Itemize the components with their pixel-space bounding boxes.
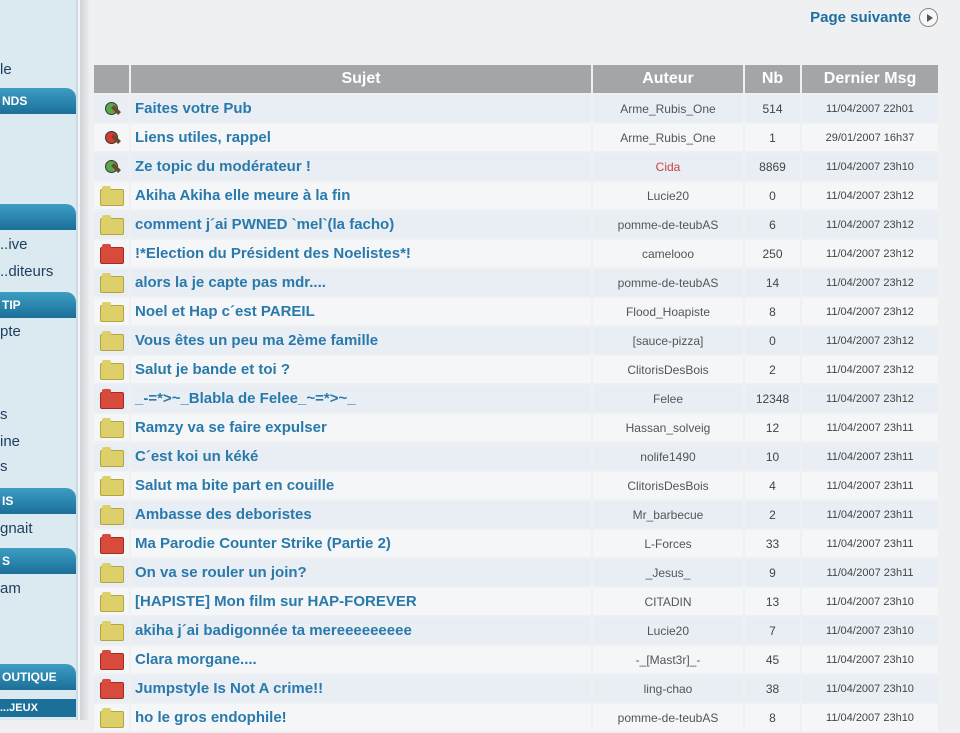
topic-author[interactable]: camelooo [593, 240, 743, 267]
sidebar-link[interactable]: ine [0, 433, 21, 450]
pinned-pin-icon [102, 157, 122, 177]
topic-message-count: 8 [745, 704, 800, 731]
topic-author[interactable]: L-Forces [593, 530, 743, 557]
table-row [94, 211, 938, 238]
topic-status-cell [94, 153, 129, 180]
sidebar-link[interactable]: pte [0, 323, 21, 340]
topic-last-message-date[interactable]: 11/04/2007 23h12 [802, 182, 938, 209]
column-header-icon [94, 65, 129, 93]
sidebar-section-header: IS [0, 488, 76, 514]
topic-subject-link[interactable]: Salut je bande et toi ? [131, 356, 591, 383]
topic-last-message-date[interactable]: 11/04/2007 23h10 [802, 153, 938, 180]
topic-subject-link[interactable]: Clara morgane.... [131, 646, 591, 673]
topic-status-cell [94, 182, 129, 209]
topic-subject-link[interactable]: Noel et Hap c´est PAREIL [131, 298, 591, 325]
topic-last-message-date[interactable]: 11/04/2007 23h11 [802, 501, 938, 528]
topic-message-count: 4 [745, 472, 800, 499]
topic-author[interactable]: pomme-de-teubAS [593, 269, 743, 296]
column-header-count[interactable]: Nb [745, 65, 800, 93]
topic-message-count: 514 [745, 95, 800, 122]
table-row [94, 704, 938, 731]
topic-message-count: 0 [745, 327, 800, 354]
folder-icon [100, 189, 124, 206]
topic-last-message-date[interactable]: 11/04/2007 23h11 [802, 559, 938, 586]
topic-subject-link[interactable]: Ze topic du modérateur ! [131, 153, 591, 180]
topic-subject-link[interactable]: On va se rouler un join? [131, 559, 591, 586]
topic-status-cell [94, 559, 129, 586]
next-page-link[interactable] [810, 8, 938, 27]
topic-subject-link[interactable]: !*Election du Président des Noelistes*! [131, 240, 591, 267]
next-arrow-icon[interactable] [919, 8, 938, 27]
topic-author[interactable]: Flood_Hoapiste [593, 298, 743, 325]
topic-author[interactable]: Arme_Rubis_One [593, 95, 743, 122]
topic-subject-link[interactable]: alors la je capte pas mdr.... [131, 269, 591, 296]
table-row [94, 443, 938, 470]
topic-list [94, 95, 938, 731]
sidebar-section-header: NDS [0, 88, 76, 114]
topic-message-count: 8 [745, 298, 800, 325]
topic-message-count: 10 [745, 443, 800, 470]
topic-message-count: 6 [745, 211, 800, 238]
topic-message-count: 12 [745, 414, 800, 441]
folder-icon [100, 363, 124, 380]
topic-last-message-date[interactable]: 11/04/2007 23h12 [802, 240, 938, 267]
pinned-pin-icon [102, 99, 122, 119]
sidebar-link[interactable]: ..diteurs [0, 263, 54, 280]
topic-last-message-date[interactable]: 11/04/2007 23h11 [802, 530, 938, 557]
table-row [94, 472, 938, 499]
hot-folder-icon [100, 247, 124, 264]
folder-icon [100, 276, 124, 293]
folder-icon [100, 566, 124, 583]
topic-status-cell [94, 240, 129, 267]
topic-message-count: 2 [745, 501, 800, 528]
topic-message-count: 33 [745, 530, 800, 557]
topic-author[interactable]: Hassan_solveig [593, 414, 743, 441]
topic-last-message-date[interactable]: 11/04/2007 23h11 [802, 443, 938, 470]
topic-message-count: 14 [745, 269, 800, 296]
topic-table [92, 63, 940, 733]
topic-status-cell [94, 385, 129, 412]
topic-author[interactable]: _Jesus_ [593, 559, 743, 586]
folder-icon [100, 479, 124, 496]
column-header-author[interactable]: Auteur [593, 65, 743, 93]
table-row [94, 385, 938, 412]
topic-author[interactable]: pomme-de-teubAS [593, 704, 743, 731]
topic-last-message-date[interactable]: 11/04/2007 23h10 [802, 646, 938, 673]
left-sidebar [0, 0, 80, 720]
topic-subject-link[interactable]: Faites votre Pub [131, 95, 591, 122]
table-row [94, 588, 938, 615]
topic-subject-link[interactable]: Salut ma bite part en couille [131, 472, 591, 499]
topic-message-count: 45 [745, 646, 800, 673]
topic-message-count: 0 [745, 182, 800, 209]
table-row [94, 182, 938, 209]
topic-last-message-date[interactable]: 11/04/2007 23h12 [802, 327, 938, 354]
table-row [94, 530, 938, 557]
topic-status-cell [94, 414, 129, 441]
table-row [94, 269, 938, 296]
topic-message-count: 12348 [745, 385, 800, 412]
topic-status-cell [94, 617, 129, 644]
main-content [80, 0, 960, 726]
sidebar-link[interactable]: s [0, 406, 8, 423]
table-row [94, 240, 938, 267]
table-row [94, 646, 938, 673]
sidebar-link[interactable]: ...JEUX [0, 699, 76, 717]
table-row [94, 153, 938, 180]
table-row [94, 356, 938, 383]
topic-message-count: 250 [745, 240, 800, 267]
topic-message-count: 7 [745, 617, 800, 644]
topic-status-cell [94, 588, 129, 615]
topic-author[interactable]: Arme_Rubis_One [593, 124, 743, 151]
table-row [94, 327, 938, 354]
topic-subject-link[interactable]: Akiha Akiha elle meure à la fin [131, 182, 591, 209]
topic-status-cell [94, 124, 129, 151]
table-row [94, 559, 938, 586]
topic-status-cell [94, 646, 129, 673]
topic-author[interactable]: Lucie20 [593, 617, 743, 644]
sidebar-link[interactable]: gnait [0, 520, 33, 537]
folder-icon [100, 305, 124, 322]
topic-subject-link[interactable]: _-=*>~_Blabla de Felee_~=*>~_ [131, 385, 591, 412]
topic-author[interactable]: ClitorisDesBois [593, 472, 743, 499]
topic-status-cell [94, 298, 129, 325]
topic-author[interactable]: Felee [593, 385, 743, 412]
topic-author[interactable]: pomme-de-teubAS [593, 211, 743, 238]
folder-icon [100, 595, 124, 612]
topic-author[interactable]: Lucie20 [593, 182, 743, 209]
topic-status-cell [94, 472, 129, 499]
table-row [94, 501, 938, 528]
column-header-subject[interactable]: Sujet [131, 65, 591, 93]
topic-author[interactable]: CITADIN [593, 588, 743, 615]
topic-last-message-date[interactable]: 11/04/2007 23h12 [802, 298, 938, 325]
table-row [94, 298, 938, 325]
topic-last-message-date[interactable]: 11/04/2007 23h10 [802, 617, 938, 644]
topic-status-cell [94, 530, 129, 557]
topic-message-count: 2 [745, 356, 800, 383]
topic-last-message-date[interactable]: 11/04/2007 23h10 [802, 588, 938, 615]
topic-message-count: 13 [745, 588, 800, 615]
table-row [94, 95, 938, 122]
sidebar-link[interactable]: ..ive [0, 236, 28, 253]
topic-subject-link[interactable]: ho le gros endophile! [131, 704, 591, 731]
folder-icon [100, 421, 124, 438]
table-row [94, 124, 938, 151]
folder-icon [100, 334, 124, 351]
sidebar-section-header: S [0, 548, 76, 574]
topic-last-message-date[interactable]: 11/04/2007 23h11 [802, 472, 938, 499]
topic-message-count: 1 [745, 124, 800, 151]
topic-status-cell [94, 675, 129, 702]
sidebar-link[interactable]: s [0, 458, 8, 475]
topic-last-message-date[interactable]: 11/04/2007 23h12 [802, 211, 938, 238]
topic-status-cell [94, 269, 129, 296]
topic-author[interactable]: ClitorisDesBois [593, 356, 743, 383]
topic-author[interactable]: Cida [593, 153, 743, 180]
topic-author[interactable]: [sauce-pizza] [593, 327, 743, 354]
folder-icon [100, 450, 124, 467]
topic-author[interactable]: ling-chao [593, 675, 743, 702]
topic-status-cell [94, 327, 129, 354]
sidebar-link[interactable]: am [0, 580, 21, 597]
topic-subject-link[interactable]: [HAPISTE] Mon film sur HAP-FOREVER [131, 588, 591, 615]
topic-author[interactable]: -_[Mast3r]_- [593, 646, 743, 673]
topic-subject-link[interactable]: Ramzy va se faire expulser [131, 414, 591, 441]
table-row [94, 675, 938, 702]
topic-last-message-date[interactable]: 11/04/2007 23h12 [802, 356, 938, 383]
topic-subject-link[interactable]: Jumpstyle Is Not A crime!! [131, 675, 591, 702]
topic-message-count: 9 [745, 559, 800, 586]
column-header-last-message[interactable]: Dernier Msg [802, 65, 938, 93]
topic-subject-link[interactable]: comment j´ai PWNED `mel`(la facho) [131, 211, 591, 238]
folder-icon [100, 711, 124, 728]
topic-subject-link[interactable]: akiha j´ai badigonnée ta mereeeeeeeee [131, 617, 591, 644]
topic-subject-link[interactable]: Ambasse des deboristes [131, 501, 591, 528]
topic-last-message-date[interactable]: 11/04/2007 22h01 [802, 95, 938, 122]
topic-last-message-date[interactable]: 11/04/2007 23h12 [802, 385, 938, 412]
topic-last-message-date[interactable]: 11/04/2007 23h12 [802, 269, 938, 296]
topic-message-count: 38 [745, 675, 800, 702]
sidebar-link[interactable]: le [0, 61, 12, 78]
folder-icon [100, 624, 124, 641]
hot-folder-icon [100, 653, 124, 670]
topic-status-cell [94, 211, 129, 238]
topic-last-message-date[interactable]: 11/04/2007 23h10 [802, 675, 938, 702]
table-row [94, 414, 938, 441]
folder-icon [100, 218, 124, 235]
topic-status-cell [94, 443, 129, 470]
topic-subject-link[interactable]: Vous êtes un peu ma 2ème famille [131, 327, 591, 354]
locked-pin-icon [102, 128, 122, 148]
topic-last-message-date[interactable]: 29/01/2007 16h37 [802, 124, 938, 151]
table-row [94, 617, 938, 644]
sidebar-section-header: TIP [0, 292, 76, 318]
divider [80, 0, 90, 720]
hot-folder-icon [100, 682, 124, 699]
topic-author[interactable]: nolife1490 [593, 443, 743, 470]
sidebar-section-header: OUTIQUE [0, 664, 76, 690]
topic-last-message-date[interactable]: 11/04/2007 23h11 [802, 414, 938, 441]
topic-subject-link[interactable]: C´est koi un kéké [131, 443, 591, 470]
topic-subject-link[interactable]: Ma Parodie Counter Strike (Partie 2) [131, 530, 591, 557]
topic-status-cell [94, 95, 129, 122]
topic-status-cell [94, 356, 129, 383]
folder-icon [100, 508, 124, 525]
topic-subject-link[interactable]: Liens utiles, rappel [131, 124, 591, 151]
hot-folder-icon [100, 392, 124, 409]
topic-message-count: 8869 [745, 153, 800, 180]
topic-status-cell [94, 501, 129, 528]
sidebar-panel [0, 0, 78, 720]
table-header-row [94, 65, 938, 93]
topic-author[interactable]: Mr_barbecue [593, 501, 743, 528]
topic-last-message-date[interactable]: 11/04/2007 23h10 [802, 704, 938, 731]
topic-status-cell [94, 704, 129, 731]
sidebar-section-header [0, 204, 76, 230]
hot-folder-icon [100, 537, 124, 554]
next-page-label[interactable]: Page suivante [810, 9, 911, 26]
